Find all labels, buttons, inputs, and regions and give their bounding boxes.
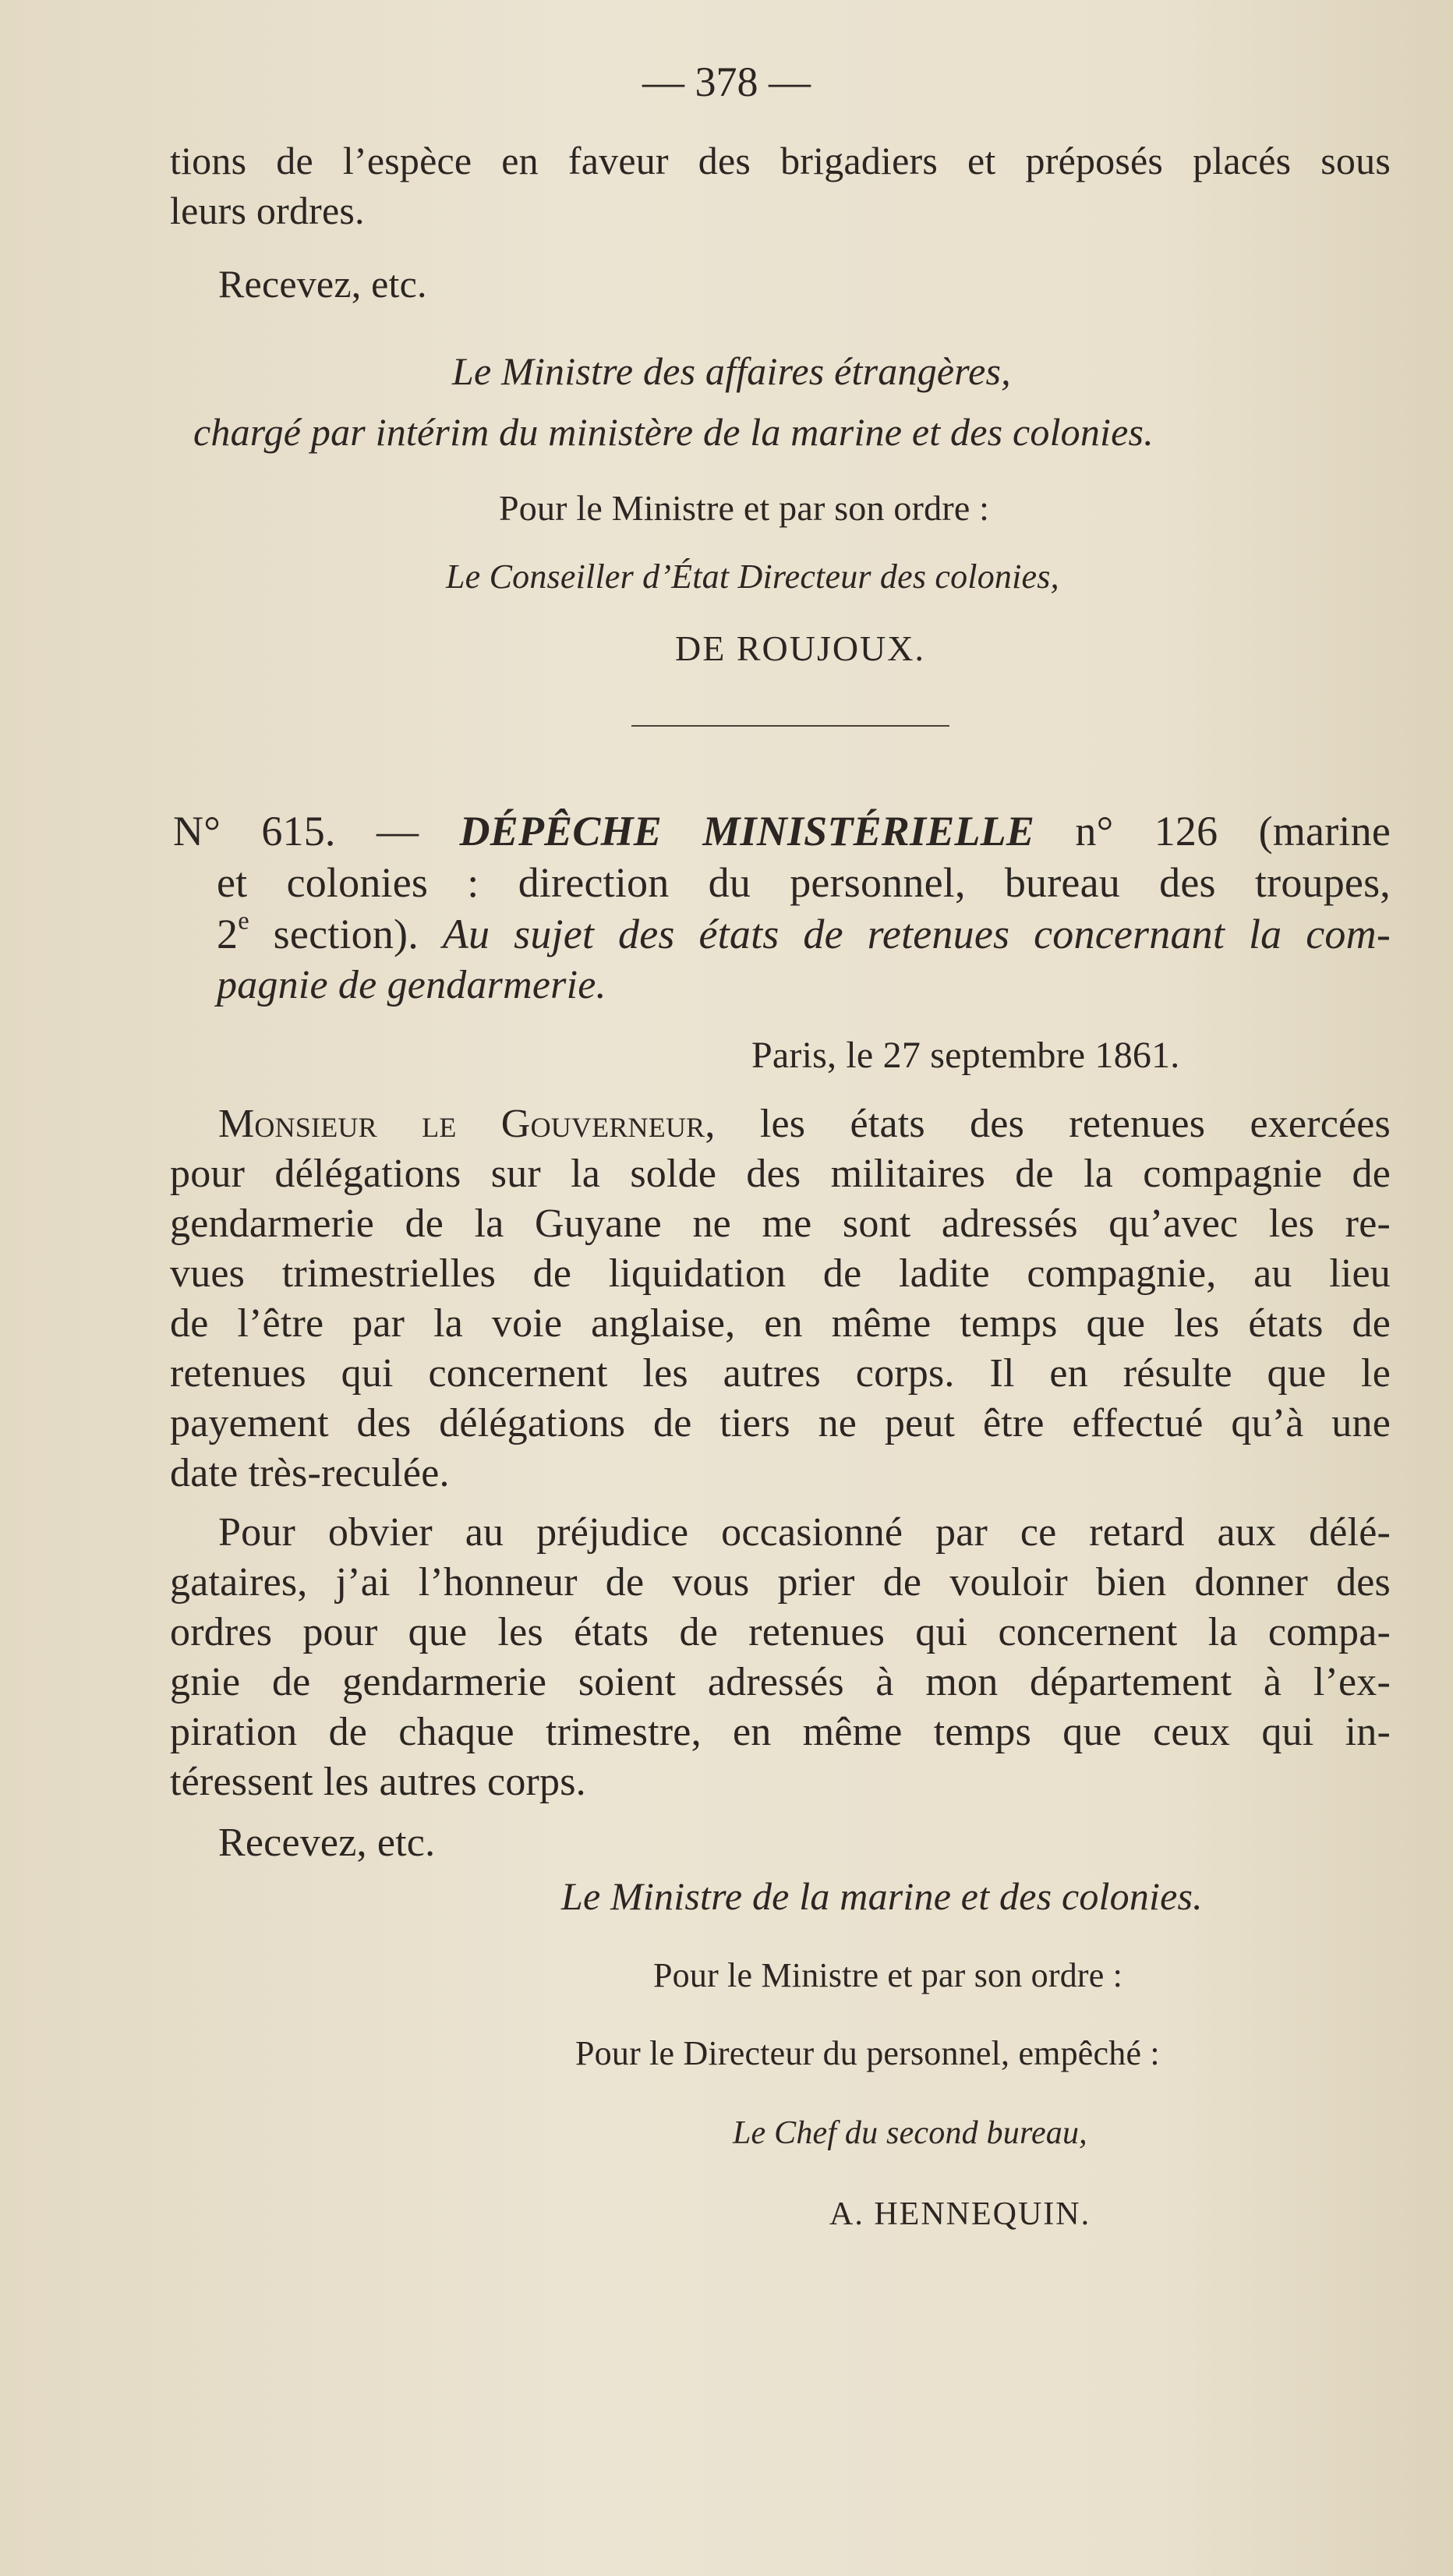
paragraph-2-line-6: téressent les autres corps. [170, 1760, 586, 1804]
salutation: Monsieur le Gouverneur [218, 1102, 705, 1146]
dispatch-title: DÉPÊCHE MINISTÉRIELLE [459, 808, 1035, 855]
continued-text-line-1: tions de l’espèce en faveur des brigadiers et préposés placés sous [170, 139, 1391, 182]
dispatch-subject: Au sujet des états de retenues concernant la com- [442, 911, 1391, 957]
signature-title-1: Le Ministre des affaires étrangères, [452, 349, 1011, 393]
paragraph-1-line-2: pour délégations sur la solde des militaires de la compagnie de [170, 1152, 1391, 1196]
paragraph-1-line-6: retenues qui concernent les autres corps. Il en résulte que le [170, 1351, 1391, 1396]
paragraph-1-line-4: vues trimestrielles de liquidation de ladite compagnie, au lieu [170, 1251, 1391, 1296]
closing-formula: Recevez, etc. [218, 262, 427, 306]
paragraph-2-line-1: Pour obvier au préjudice occasionné par ce retard aux délé- [218, 1510, 1391, 1555]
dispatch-signature-name: A. HENNEQUIN. [829, 2196, 1091, 2232]
paragraph-2-line-3: ordres pour que les états de retenues qui concernent la compa- [170, 1610, 1391, 1654]
dispatch-heading-line-2: et colonies : direction du personnel, bureau des troupes, [217, 859, 1391, 906]
paragraph-1-line-3: gendarmerie de la Guyane ne me sont adressés qu’avec les re- [170, 1201, 1391, 1246]
section-label: section). [249, 911, 443, 957]
page-number: — 378 — [642, 58, 811, 105]
dispatch-heading-line-1 [173, 806, 1391, 856]
continued-text-line-2: leurs ordres. [170, 189, 365, 232]
section-number: 2 [217, 911, 239, 957]
dispatch-signature-minister: Le Ministre de la marine et des colonies. [561, 1874, 1203, 1918]
dispatch-signature-director: Pour le Directeur du personnel, empêché : [575, 2034, 1160, 2072]
dispatch-heading-line-3 [217, 909, 1391, 959]
dispatch-heading-line-4: pagnie de gendarmerie. [217, 963, 606, 1007]
dispatch-number: N° 615. — [173, 808, 460, 855]
dateline: Paris, le 27 septembre 1861. [751, 1035, 1180, 1076]
signature-title-2: chargé par intérim du ministère de la marine et des colonies. [193, 410, 1154, 454]
dispatch-signature-chef: Le Chef du second bureau, [733, 2115, 1087, 2151]
paragraph-1-line-8: date très-reculée. [170, 1451, 450, 1495]
dispatch-ref: n° 126 (marine [1034, 808, 1391, 855]
paragraph-1-line-7: payement des délégations de tiers ne peut être effectué qu’à une [170, 1401, 1391, 1445]
paragraph-2-line-2: gataires, j’ai l’honneur de vous prier de vouloir bien donner des [170, 1560, 1391, 1605]
paragraph-1-line-1 [218, 1099, 1391, 1149]
paragraph-2-line-4: gnie de gendarmerie soient adressés à mon département à l’ex- [170, 1660, 1391, 1704]
section-divider [631, 725, 949, 727]
signature-order: Pour le Ministre et par son ordre : [499, 488, 990, 528]
dispatch-closing: Recevez, etc. [218, 1821, 436, 1865]
paragraph-1-line-5: de l’être par la voie anglaise, en même temps que les états de [170, 1301, 1391, 1346]
paragraph-2-line-5: piration de chaque trimestre, en même temps que ceux qui in- [170, 1710, 1391, 1754]
dispatch-signature-order: Pour le Ministre et par son ordre : [653, 1956, 1123, 1994]
signature-conseiller: Le Conseiller d’État Directeur des colonies, [446, 557, 1059, 596]
signature-name: DE ROUJOUX. [675, 628, 925, 668]
section-sup: e [238, 907, 249, 936]
paragraph-1-line-1-text: , les états des retenues exercées [705, 1102, 1391, 1146]
